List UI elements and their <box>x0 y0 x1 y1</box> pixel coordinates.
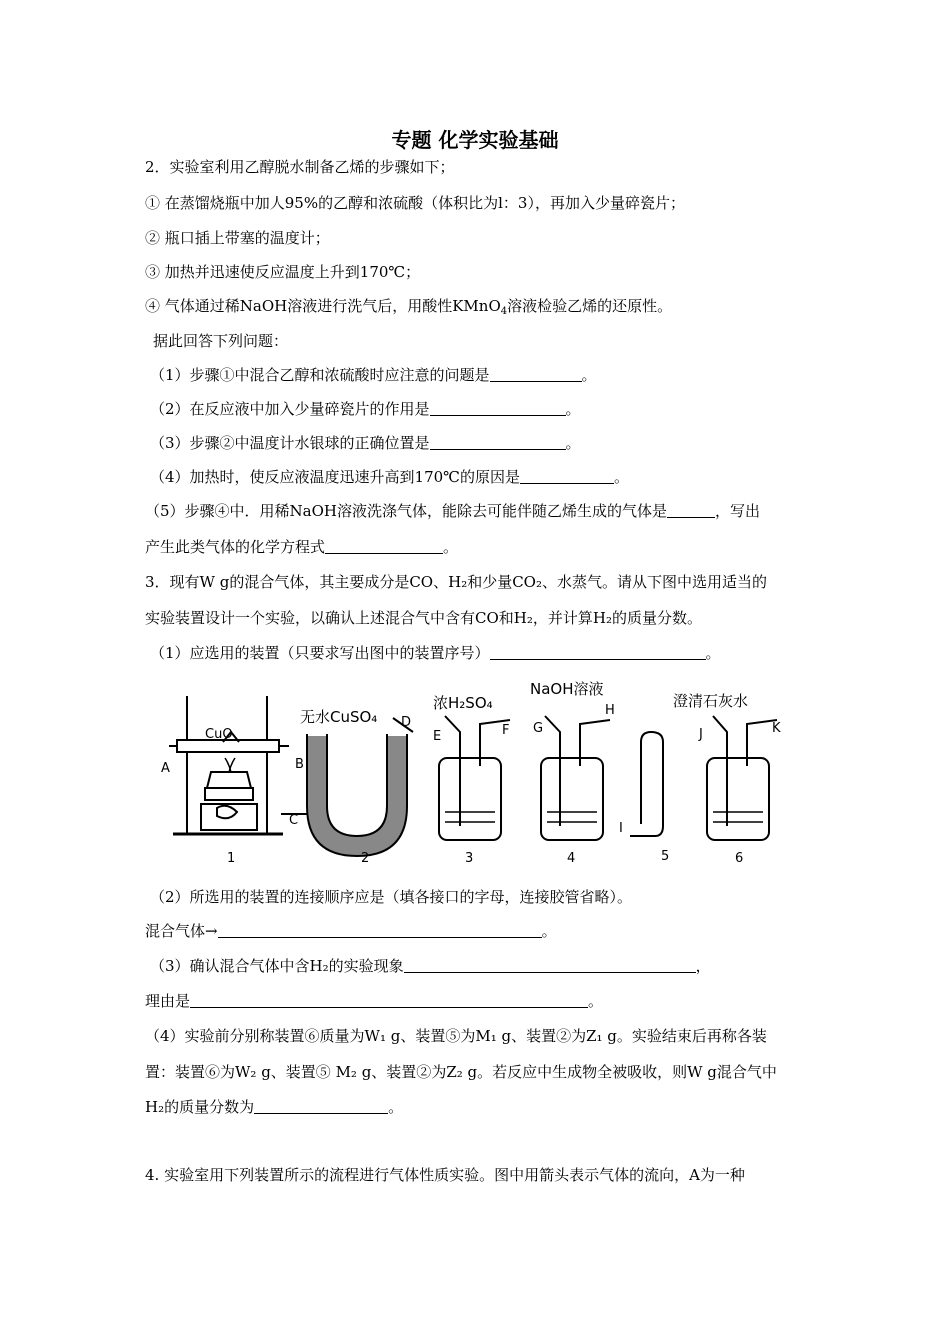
answer-blank[interactable] <box>430 399 566 416</box>
q3-part-3-text: （3）确认混合气体中含H₂的实验现象 <box>150 957 404 975</box>
q2-part-2 <box>150 398 581 420</box>
answer-blank[interactable] <box>404 956 696 973</box>
device-number: 1 <box>227 851 236 866</box>
port-label: J <box>699 727 703 742</box>
q3-line-1: 3．现有W g的混合气体，其主要成分是CO、H₂和少量CO₂、水蒸气。请从下图中选用适当的 <box>145 573 767 591</box>
label-cuso4: 无水CuSO₄ <box>300 708 378 726</box>
answer-blank[interactable] <box>430 433 566 450</box>
q3-part-1 <box>150 642 721 664</box>
apparatus-figure <box>155 676 805 876</box>
label-h2so4: 浓H₂SO₄ <box>433 694 493 712</box>
period: 。 <box>588 992 604 1010</box>
wash-bottle-3 <box>439 758 501 840</box>
q3-part-4-line-1: （4）实验前分别称装置⑥质量为W₁ g、装置⑤为M₁ g、装置②为Z₁ g。实验结束后再称各装 <box>145 1027 767 1045</box>
q3-part-4-text: H₂的质量分数为 <box>145 1098 255 1116</box>
q2-part-5 <box>145 500 760 522</box>
q3-part-2-answer <box>145 920 557 942</box>
q2-step-2: ② 瓶口插上带塞的温度计； <box>145 229 330 247</box>
q3-part-2-prefix: 混合气体→ <box>145 922 218 940</box>
lamp-body <box>205 788 253 800</box>
port-label: B <box>295 757 304 772</box>
q2-part-4 <box>150 466 629 488</box>
q2-part-5-equation-prompt: 产生此类气体的化学方程式 <box>145 538 326 556</box>
lamp-top <box>207 772 251 788</box>
q2-part-5-cont <box>145 536 458 558</box>
u-tube-fill <box>317 736 397 846</box>
u-tube-inner <box>327 734 387 836</box>
q4-line-1: 4. 实验室用下列装置所示的流程进行气体性质实验。图中用箭头表示气体的流向，A为一种 <box>145 1166 745 1184</box>
wash-bottle-4 <box>541 758 603 840</box>
q3-part-2: （2）所选用的装置的连接顺序应是（填各接口的字母，连接胶管省略）。 <box>150 888 633 906</box>
port-label: A <box>161 761 170 776</box>
answer-blank[interactable] <box>190 991 588 1008</box>
port-label: K <box>772 721 781 736</box>
q2-intro: 2．实验室利用乙醇脱水制备乙烯的步骤如下； <box>145 158 455 176</box>
period: 。 <box>541 922 557 940</box>
q2-step-4 <box>145 295 672 323</box>
drying-tube-5 <box>630 732 663 836</box>
port-label: F <box>502 723 510 738</box>
answer-blank[interactable] <box>254 1097 388 1114</box>
q2-step-1: ① 在蒸馏烧瓶中加人95%的乙醇和浓硫酸（体积比为l：3），再加入少量碎瓷片； <box>145 194 685 212</box>
device-number: 2 <box>361 851 370 866</box>
q3-reason-prefix: 理由是 <box>145 992 191 1010</box>
inlet-tube <box>713 716 727 826</box>
answer-blank[interactable] <box>490 365 582 382</box>
q2-part-4-text: （4）加热时，使反应液温度迅速升高到170℃的原因是 <box>150 468 520 486</box>
period: 。 <box>565 400 581 418</box>
label-limewater: 澄清石灰水 <box>673 692 749 710</box>
q2-part-3-text: （3）步骤②中温度计水银球的正确位置是 <box>150 434 430 452</box>
q3-part-3 <box>150 955 711 977</box>
label-naoh: NaOH溶液 <box>530 680 604 698</box>
q2-step-4-text-end: 溶液检验乙烯的还原性。 <box>507 297 673 315</box>
q2-lead: 据此回答下列问题： <box>153 332 289 350</box>
period: 。 <box>388 1098 404 1116</box>
device-number: 4 <box>567 851 576 866</box>
q2-part-2-text: （2）在反应液中加入少量碎瓷片的作用是 <box>150 400 430 418</box>
period: 。 <box>565 434 581 452</box>
wash-bottle-6 <box>707 758 769 840</box>
device-number: 5 <box>661 849 670 864</box>
answer-blank[interactable] <box>325 537 443 554</box>
port-label: I <box>619 821 623 836</box>
q2-part-5-text-end: ，写出 <box>715 502 761 520</box>
q3-part-4-line-3 <box>145 1096 403 1118</box>
period: 。 <box>443 538 459 556</box>
answer-blank[interactable] <box>520 467 614 484</box>
q3-part-1-text: （1）应选用的装置（只要求写出图中的装置序号） <box>150 644 490 662</box>
port-label: E <box>433 729 442 744</box>
inlet-tube <box>545 716 560 826</box>
label-cuo: CuO <box>205 727 233 742</box>
q3-line-2: 实验装置设计一个实验，以确认上述混合气中含有CO和H₂，并计算H₂的质量分数。 <box>145 609 702 627</box>
answer-blank[interactable] <box>218 921 542 938</box>
port-label: C <box>289 813 299 828</box>
comma: ， <box>695 957 711 975</box>
answer-blank[interactable] <box>490 643 706 660</box>
q2-part-1-text: （1）步骤①中混合乙醇和浓硫酸时应注意的问题是 <box>150 366 490 384</box>
port-label: H <box>605 703 615 718</box>
answer-blank[interactable] <box>667 501 715 518</box>
period: 。 <box>613 468 629 486</box>
page-title: 专题 化学实验基础 <box>391 128 559 152</box>
device-number: 6 <box>735 851 744 866</box>
q3-part-3-reason <box>145 990 603 1012</box>
period: 。 <box>581 366 597 384</box>
q2-step-3: ③ 加热并迅速使反应温度上升到170℃； <box>145 263 421 281</box>
q2-step-4-text: ④ 气体通过稀NaOH溶液进行洗气后，用酸性KMnO <box>145 297 501 315</box>
q2-part-5-text: （5）步骤④中．用稀NaOH溶液洗涤气体，能除去可能伴随乙烯生成的气体是 <box>145 502 667 520</box>
port-label: G <box>533 721 544 736</box>
period: 。 <box>705 644 721 662</box>
inlet-tube <box>445 716 460 826</box>
device-number: 3 <box>465 851 474 866</box>
q3-part-4-line-2: 置：装置⑥为W₂ g、装置⑤ M₂ g、装置②为Z₂ g。若反应中生成物全被吸收，则W g混合气中 <box>145 1063 777 1081</box>
q2-part-3 <box>150 432 581 454</box>
q2-step-4-subscript: 4 <box>500 306 508 317</box>
port-label: D <box>401 715 412 730</box>
q2-part-1 <box>150 364 597 386</box>
outlet-tube <box>580 720 610 766</box>
